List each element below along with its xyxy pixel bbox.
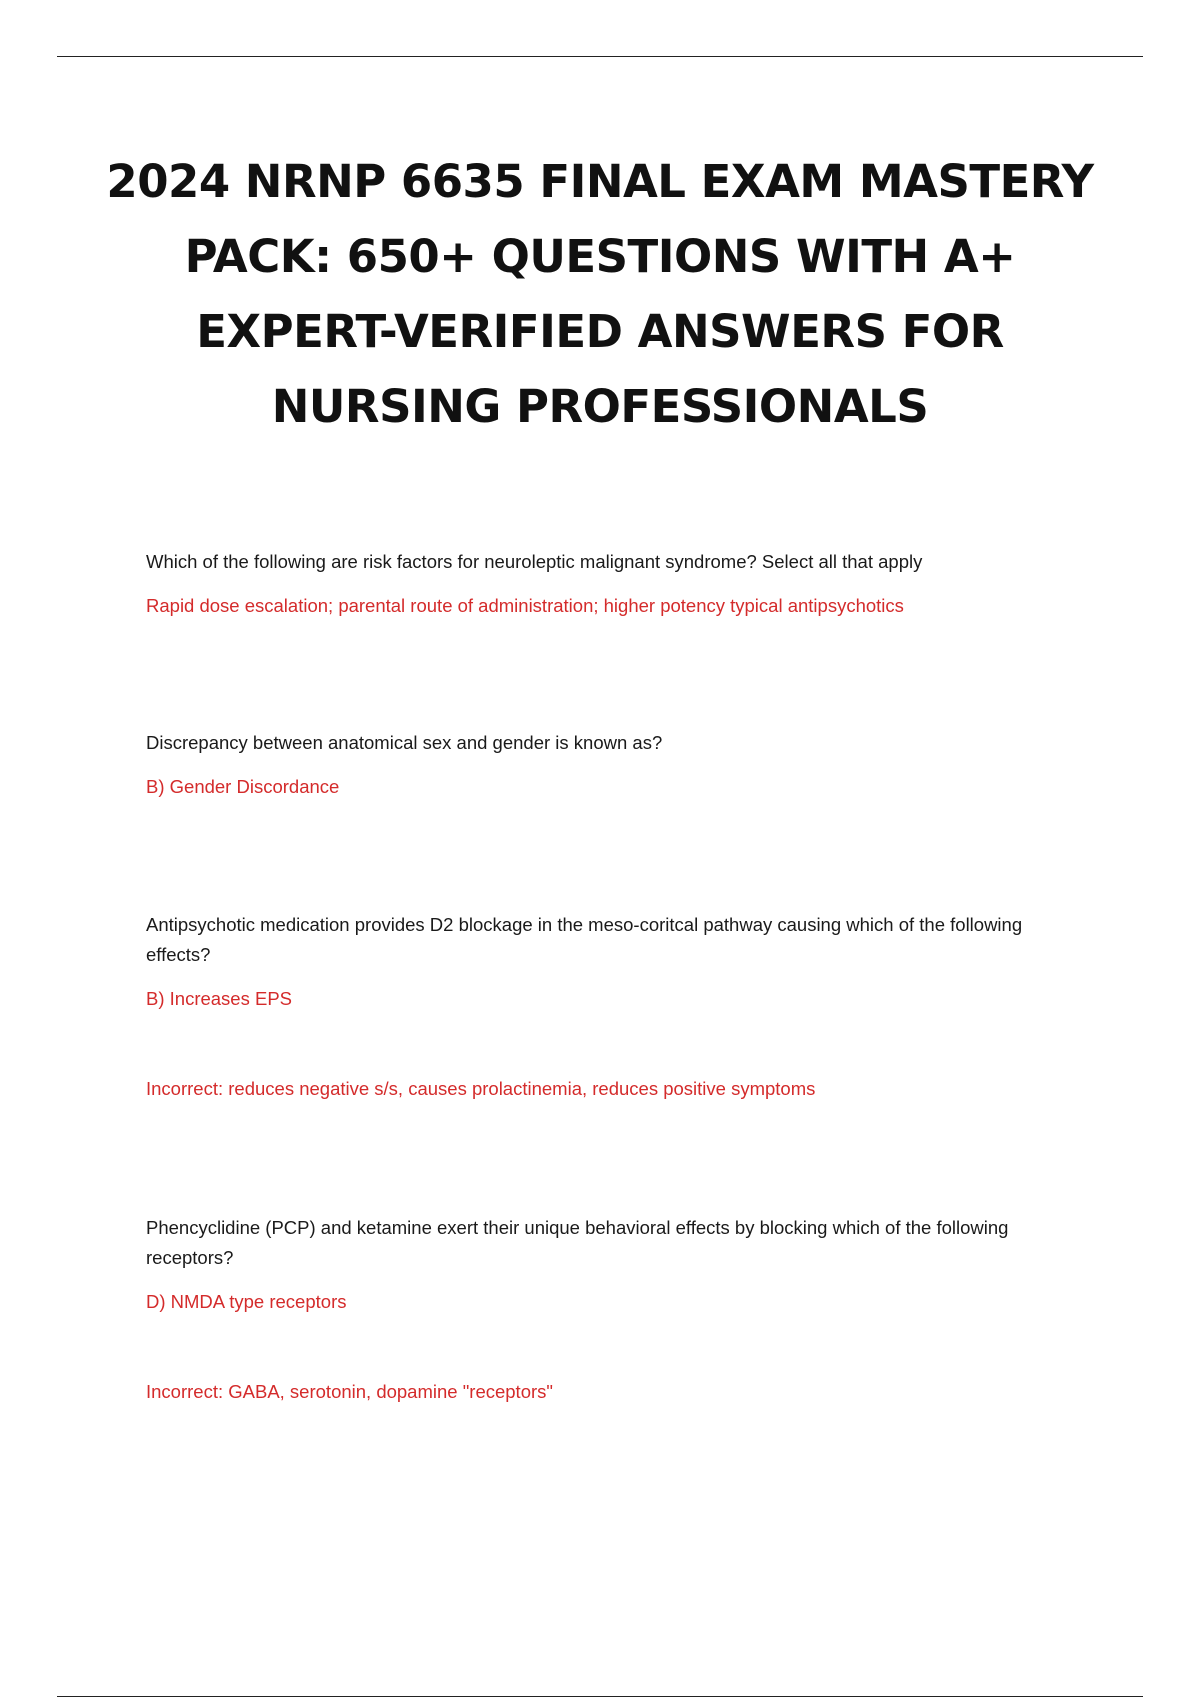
qa-item-1 (146, 547, 1046, 621)
bottom-rule (57, 1696, 1143, 1697)
qa-item-3 (146, 910, 1046, 1104)
question-text: Which of the following are risk factors for neuroleptic malignant syndrome? Select all that apply (146, 551, 923, 572)
question-text: Phencyclidine (PCP) and ketamine exert their unique behavioral effects by blocking which of the following receptors? (146, 1217, 1009, 1268)
question-text: Discrepancy between anatomical sex and gender is known as? (146, 732, 663, 753)
document-title: 2024 NRNP 6635 FINAL EXAM MASTERY PACK: 650+ QUESTIONS WITH A+ EXPERT-VERIFIED ANSWERS FOR NURSING PROFESSIONALS (106, 155, 1094, 433)
answer-text: B) Increases EPS (146, 988, 293, 1009)
qa-item-4 (146, 1213, 1046, 1407)
answer-text: B) Gender Discordance (146, 776, 340, 797)
question-text: Antipsychotic medication provides D2 blockage in the meso-coritcal pathway causing which of the following effects? (146, 914, 1023, 965)
answer-text: Rapid dose escalation; parental route of administration; higher potency typical antipsychotics (146, 595, 904, 616)
incorrect-options-text: Incorrect: GABA, serotonin, dopamine "receptors" (146, 1381, 553, 1402)
answer-text: D) NMDA type receptors (146, 1291, 347, 1312)
incorrect-options-text: Incorrect: reduces negative s/s, causes prolactinemia, reduces positive symptoms (146, 1078, 816, 1099)
qa-item-2 (146, 728, 1046, 802)
top-rule (57, 56, 1143, 57)
